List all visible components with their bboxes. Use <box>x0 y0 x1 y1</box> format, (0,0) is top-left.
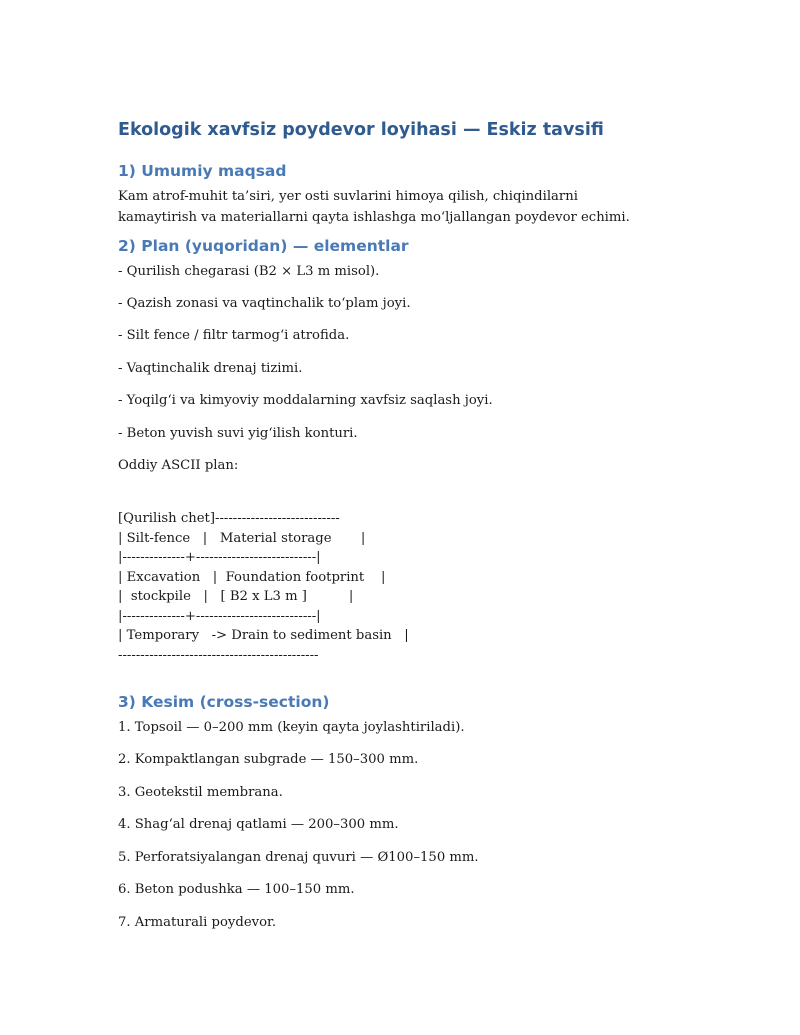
cross-section-list-item: 7. Armaturali poydevor. <box>118 915 277 930</box>
plan-list-item: - Vaqtinchalik drenaj tizimi. <box>118 361 303 376</box>
cross-section-list-item: 3. Geotekstil membrana. <box>118 785 283 800</box>
section-heading-general-goal: 1) Umumiy maqsad <box>118 162 287 180</box>
cross-section-list-item: 6. Beton podushka — 100–150 mm. <box>118 882 355 897</box>
plan-list-item: - Qurilish chegarasi (B2 × L3 m misol). <box>118 264 380 279</box>
section-heading-plan: 2) Plan (yuqoridan) — elementlar <box>118 237 409 255</box>
cross-section-list-item: 1. Topsoil — 0–200 mm (keyin qayta joylashtiriladi). <box>118 720 465 735</box>
plan-list-item: - Qazish zonasi va vaqtinchalik to‘plam joyi. <box>118 296 411 311</box>
plan-list-item: - Yoqilg‘i va kimyoviy moddalarning xavfsiz saqlash joyi. <box>118 393 493 408</box>
section-heading-cross-section: 3) Kesim (cross-section) <box>118 693 330 711</box>
cross-section-list-item: 4. Shag‘al drenaj qatlami — 200–300 mm. <box>118 817 399 832</box>
ascii-plan-intro: Oddiy ASCII plan: <box>118 458 239 473</box>
plan-list-item: - Beton yuvish suvi yig‘ilish konturi. <box>118 426 358 441</box>
cross-section-list-item: 2. Kompaktlangan subgrade — 150–300 mm. <box>118 752 419 767</box>
document-title: Ekologik xavfsiz poydevor loyihasi — Eskiz tavsifi <box>118 120 604 140</box>
section-general-goal-text: Kam atrof-muhit ta’siri, yer osti suvlarini himoya qilish, chiqindilarni kamaytirish va materiallarni qayta ishlashga mo‘ljallangan poydevor echimi. <box>118 189 630 225</box>
plan-list-item: - Silt fence / filtr tarmog‘i atrofida. <box>118 328 350 343</box>
cross-section-list-item: 5. Perforatsiyalangan drenaj quvuri — Ø100–150 mm. <box>118 850 479 865</box>
ascii-plan-diagram: [Qurilish chet]---------------------------- | Silt-fence | Material storage | |--------------+---------------------------| | Excavation | Foundation footprint | | stockpile | [ B2 x L3 m ] | |--------------+---------------------------| | Temporary -> Drain to sediment basin | --------------------------------------------- <box>118 511 409 663</box>
